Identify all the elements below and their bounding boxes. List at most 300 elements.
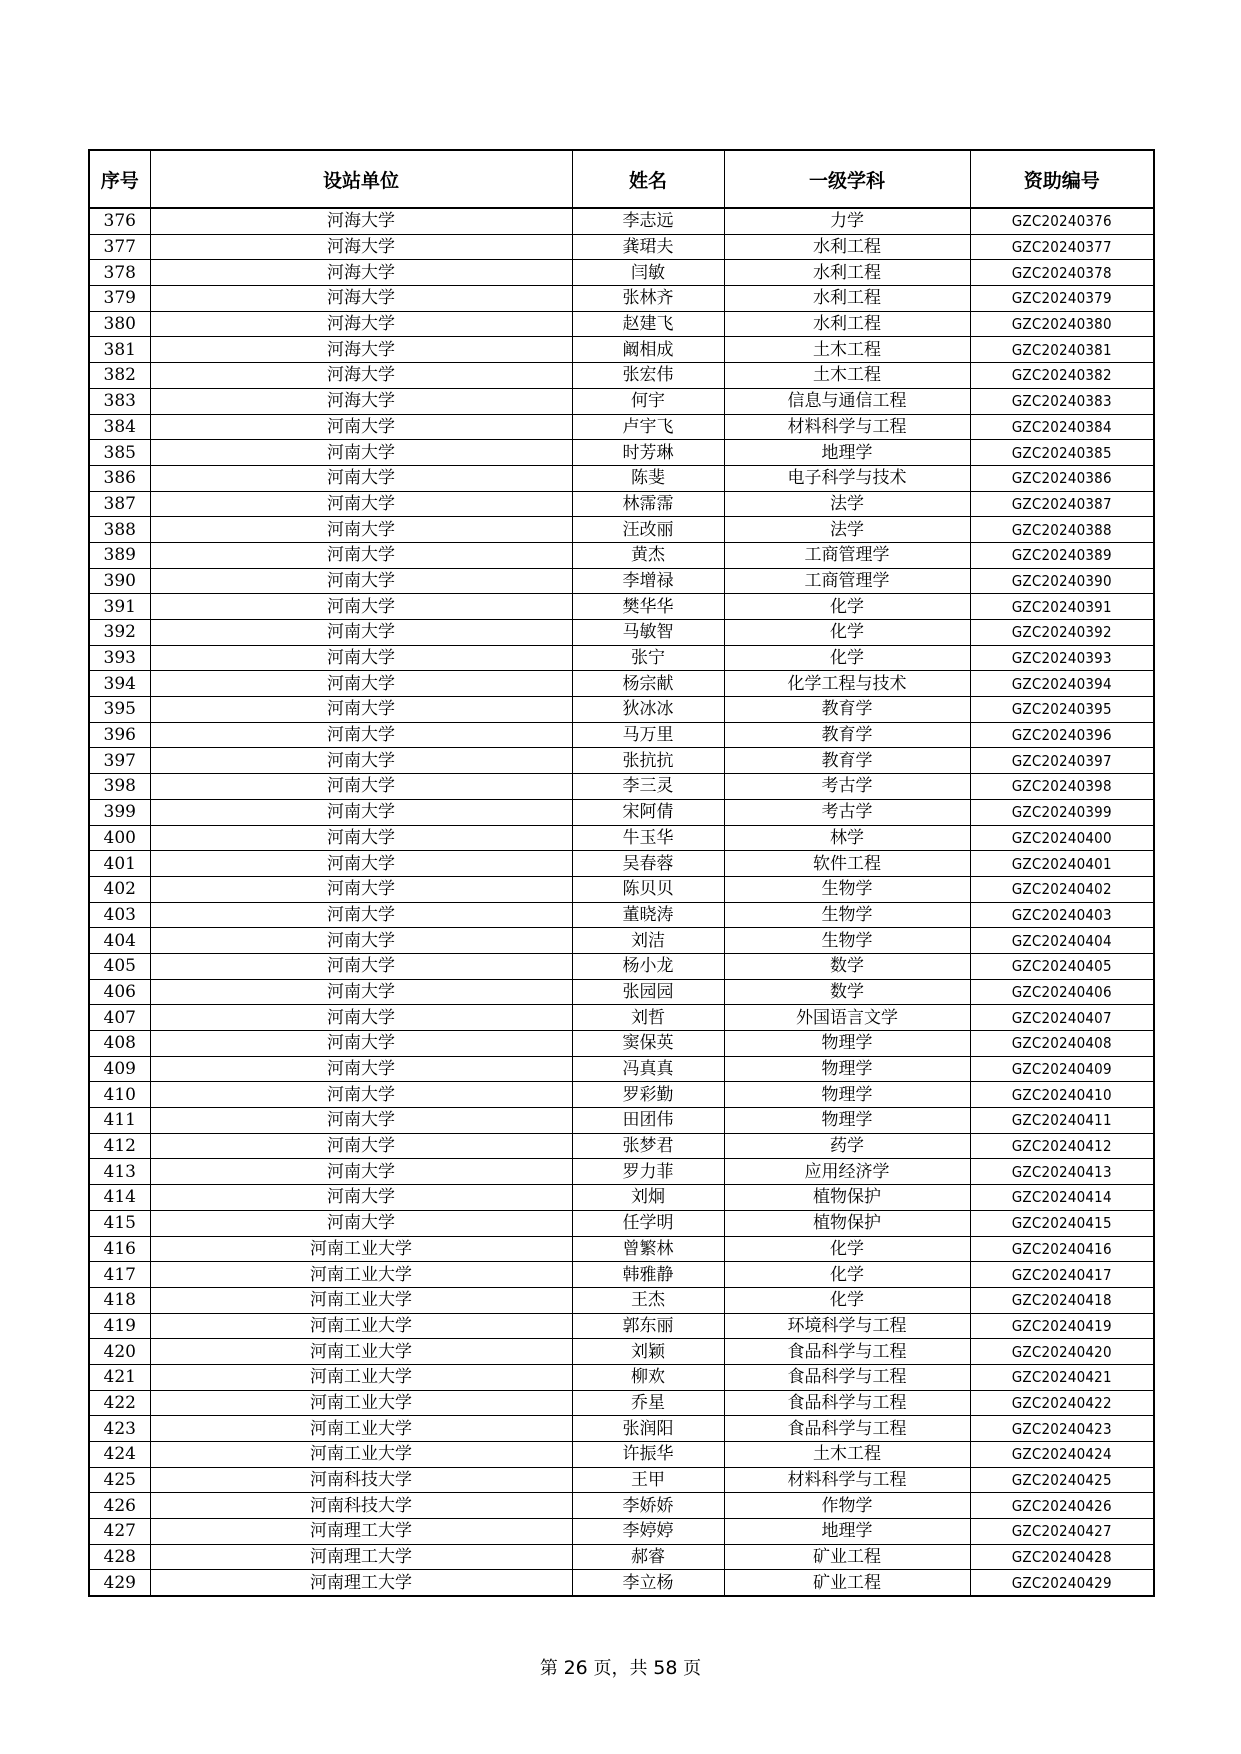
cell-subject: 土木工程 xyxy=(724,363,970,389)
footer-page-number: 26 xyxy=(563,1657,588,1679)
cell-unit: 河南大学 xyxy=(150,1159,572,1185)
table-row xyxy=(89,440,1154,466)
cell-unit: 河南大学 xyxy=(150,876,572,902)
cell-grant-id: GZC20240420 xyxy=(970,1339,1154,1365)
cell-unit: 河南大学 xyxy=(150,928,572,954)
cell-unit: 河南大学 xyxy=(150,414,572,440)
footer-middle: 页，共 xyxy=(593,1658,648,1679)
table-row xyxy=(89,1313,1154,1339)
cell-no: 423 xyxy=(89,1416,150,1442)
table-row xyxy=(89,1442,1154,1468)
table-row xyxy=(89,1390,1154,1416)
header-no: 序号 xyxy=(89,150,150,208)
cell-unit: 河南工业大学 xyxy=(150,1287,572,1313)
cell-no: 409 xyxy=(89,1056,150,1082)
cell-name: 乔星 xyxy=(572,1390,724,1416)
cell-grant-id: GZC20240406 xyxy=(970,979,1154,1005)
cell-unit: 河南工业大学 xyxy=(150,1416,572,1442)
cell-subject: 化学 xyxy=(724,645,970,671)
cell-grant-id: GZC20240399 xyxy=(970,799,1154,825)
cell-unit: 河南大学 xyxy=(150,620,572,646)
cell-subject: 水利工程 xyxy=(724,311,970,337)
cell-no: 424 xyxy=(89,1442,150,1468)
cell-grant-id: GZC20240383 xyxy=(970,388,1154,414)
cell-grant-id: GZC20240426 xyxy=(970,1493,1154,1519)
table-row xyxy=(89,825,1154,851)
cell-no: 413 xyxy=(89,1159,150,1185)
footer-prefix: 第 xyxy=(539,1658,558,1679)
table-row xyxy=(89,286,1154,312)
footer-page-total: 58 xyxy=(653,1657,678,1679)
cell-no: 419 xyxy=(89,1313,150,1339)
cell-grant-id: GZC20240402 xyxy=(970,876,1154,902)
table-row xyxy=(89,1493,1154,1519)
cell-grant-id: GZC20240378 xyxy=(970,260,1154,286)
cell-unit: 河南大学 xyxy=(150,491,572,517)
cell-no: 383 xyxy=(89,388,150,414)
table-row xyxy=(89,568,1154,594)
cell-subject: 生物学 xyxy=(724,902,970,928)
cell-name: 王甲 xyxy=(572,1467,724,1493)
cell-unit: 河南大学 xyxy=(150,1056,572,1082)
cell-unit: 河南工业大学 xyxy=(150,1236,572,1262)
table-row xyxy=(89,1005,1154,1031)
table-row xyxy=(89,1519,1154,1545)
table-row xyxy=(89,979,1154,1005)
cell-name: 张宁 xyxy=(572,645,724,671)
cell-grant-id: GZC20240381 xyxy=(970,337,1154,363)
cell-no: 418 xyxy=(89,1287,150,1313)
table-row xyxy=(89,1287,1154,1313)
cell-grant-id: GZC20240386 xyxy=(970,465,1154,491)
cell-unit: 河海大学 xyxy=(150,208,572,234)
cell-name: 任学明 xyxy=(572,1210,724,1236)
cell-subject: 工商管理学 xyxy=(724,542,970,568)
cell-name: 李婷婷 xyxy=(572,1519,724,1545)
cell-name: 林霈霈 xyxy=(572,491,724,517)
table-row xyxy=(89,1159,1154,1185)
cell-unit: 河南大学 xyxy=(150,1133,572,1159)
cell-name: 窦保英 xyxy=(572,1031,724,1057)
cell-unit: 河南大学 xyxy=(150,979,572,1005)
cell-subject: 化学 xyxy=(724,1236,970,1262)
cell-no: 420 xyxy=(89,1339,150,1365)
cell-subject: 土木工程 xyxy=(724,1442,970,1468)
cell-no: 391 xyxy=(89,594,150,620)
cell-no: 410 xyxy=(89,1082,150,1108)
cell-grant-id: GZC20240396 xyxy=(970,722,1154,748)
cell-no: 397 xyxy=(89,748,150,774)
cell-subject: 软件工程 xyxy=(724,851,970,877)
cell-grant-id: GZC20240414 xyxy=(970,1185,1154,1211)
table-row xyxy=(89,234,1154,260)
table-row xyxy=(89,1133,1154,1159)
table-row xyxy=(89,388,1154,414)
cell-name: 马万里 xyxy=(572,722,724,748)
cell-subject: 考古学 xyxy=(724,774,970,800)
cell-unit: 河南工业大学 xyxy=(150,1442,572,1468)
cell-name: 马敏智 xyxy=(572,620,724,646)
cell-no: 421 xyxy=(89,1364,150,1390)
table-body xyxy=(89,208,1154,1596)
table-row xyxy=(89,1236,1154,1262)
cell-no: 389 xyxy=(89,542,150,568)
cell-unit: 河南大学 xyxy=(150,1005,572,1031)
cell-unit: 河南大学 xyxy=(150,440,572,466)
cell-name: 阚相成 xyxy=(572,337,724,363)
cell-unit: 河南理工大学 xyxy=(150,1519,572,1545)
table-row xyxy=(89,799,1154,825)
cell-name: 冯真真 xyxy=(572,1056,724,1082)
cell-grant-id: GZC20240417 xyxy=(970,1262,1154,1288)
cell-subject: 矿业工程 xyxy=(724,1570,970,1596)
cell-subject: 土木工程 xyxy=(724,337,970,363)
cell-no: 411 xyxy=(89,1108,150,1134)
table-row xyxy=(89,774,1154,800)
cell-no: 416 xyxy=(89,1236,150,1262)
cell-no: 429 xyxy=(89,1570,150,1596)
table-row xyxy=(89,1082,1154,1108)
cell-grant-id: GZC20240421 xyxy=(970,1364,1154,1390)
cell-subject: 化学工程与技术 xyxy=(724,671,970,697)
cell-grant-id: GZC20240408 xyxy=(970,1031,1154,1057)
cell-grant-id: GZC20240391 xyxy=(970,594,1154,620)
cell-subject: 数学 xyxy=(724,979,970,1005)
header-grant-id: 资助编号 xyxy=(970,150,1154,208)
cell-grant-id: GZC20240384 xyxy=(970,414,1154,440)
cell-name: 郭东丽 xyxy=(572,1313,724,1339)
cell-unit: 河南大学 xyxy=(150,799,572,825)
cell-name: 时芳琳 xyxy=(572,440,724,466)
cell-no: 395 xyxy=(89,697,150,723)
cell-subject: 水利工程 xyxy=(724,234,970,260)
table-row xyxy=(89,465,1154,491)
cell-no: 386 xyxy=(89,465,150,491)
cell-name: 李三灵 xyxy=(572,774,724,800)
cell-subject: 物理学 xyxy=(724,1056,970,1082)
cell-name: 陈斐 xyxy=(572,465,724,491)
cell-no: 376 xyxy=(89,208,150,234)
cell-no: 390 xyxy=(89,568,150,594)
cell-no: 405 xyxy=(89,953,150,979)
cell-grant-id: GZC20240389 xyxy=(970,542,1154,568)
table-row xyxy=(89,491,1154,517)
cell-no: 400 xyxy=(89,825,150,851)
cell-unit: 河南大学 xyxy=(150,568,572,594)
cell-unit: 河南大学 xyxy=(150,1082,572,1108)
cell-unit: 河南大学 xyxy=(150,825,572,851)
cell-grant-id: GZC20240400 xyxy=(970,825,1154,851)
cell-grant-id: GZC20240388 xyxy=(970,517,1154,543)
cell-no: 422 xyxy=(89,1390,150,1416)
cell-no: 377 xyxy=(89,234,150,260)
cell-subject: 环境科学与工程 xyxy=(724,1313,970,1339)
table-row xyxy=(89,928,1154,954)
cell-no: 388 xyxy=(89,517,150,543)
cell-unit: 河南大学 xyxy=(150,1185,572,1211)
cell-subject: 化学 xyxy=(724,620,970,646)
cell-subject: 物理学 xyxy=(724,1108,970,1134)
cell-name: 赵建飞 xyxy=(572,311,724,337)
cell-unit: 河南科技大学 xyxy=(150,1493,572,1519)
cell-unit: 河南大学 xyxy=(150,1108,572,1134)
table-row xyxy=(89,542,1154,568)
cell-subject: 植物保护 xyxy=(724,1185,970,1211)
cell-name: 卢宇飞 xyxy=(572,414,724,440)
cell-grant-id: GZC20240390 xyxy=(970,568,1154,594)
cell-name: 张润阳 xyxy=(572,1416,724,1442)
cell-no: 399 xyxy=(89,799,150,825)
table-row xyxy=(89,671,1154,697)
cell-subject: 药学 xyxy=(724,1133,970,1159)
cell-unit: 河南工业大学 xyxy=(150,1262,572,1288)
cell-unit: 河南大学 xyxy=(150,594,572,620)
cell-subject: 电子科学与技术 xyxy=(724,465,970,491)
header-unit: 设站单位 xyxy=(150,150,572,208)
cell-unit: 河南工业大学 xyxy=(150,1390,572,1416)
table-row xyxy=(89,1339,1154,1365)
table-row xyxy=(89,1570,1154,1596)
cell-unit: 河海大学 xyxy=(150,337,572,363)
cell-name: 杨小龙 xyxy=(572,953,724,979)
cell-no: 428 xyxy=(89,1544,150,1570)
cell-grant-id: GZC20240422 xyxy=(970,1390,1154,1416)
cell-no: 401 xyxy=(89,851,150,877)
cell-no: 393 xyxy=(89,645,150,671)
cell-no: 406 xyxy=(89,979,150,1005)
cell-subject: 教育学 xyxy=(724,697,970,723)
cell-name: 罗力菲 xyxy=(572,1159,724,1185)
cell-subject: 力学 xyxy=(724,208,970,234)
cell-grant-id: GZC20240427 xyxy=(970,1519,1154,1545)
cell-grant-id: GZC20240379 xyxy=(970,286,1154,312)
cell-grant-id: GZC20240429 xyxy=(970,1570,1154,1596)
cell-subject: 信息与通信工程 xyxy=(724,388,970,414)
cell-no: 394 xyxy=(89,671,150,697)
cell-subject: 作物学 xyxy=(724,1493,970,1519)
cell-grant-id: GZC20240423 xyxy=(970,1416,1154,1442)
table-row xyxy=(89,645,1154,671)
cell-name: 牛玉华 xyxy=(572,825,724,851)
cell-unit: 河海大学 xyxy=(150,363,572,389)
cell-no: 384 xyxy=(89,414,150,440)
cell-subject: 食品科学与工程 xyxy=(724,1390,970,1416)
cell-name: 罗彩勤 xyxy=(572,1082,724,1108)
cell-name: 郝睿 xyxy=(572,1544,724,1570)
cell-no: 403 xyxy=(89,902,150,928)
table-row xyxy=(89,208,1154,234)
cell-name: 柳欢 xyxy=(572,1364,724,1390)
cell-unit: 河南大学 xyxy=(150,645,572,671)
cell-subject: 材料科学与工程 xyxy=(724,414,970,440)
cell-name: 董晓涛 xyxy=(572,902,724,928)
cell-grant-id: GZC20240412 xyxy=(970,1133,1154,1159)
page-footer xyxy=(0,1654,1241,1680)
table-row xyxy=(89,1056,1154,1082)
cell-grant-id: GZC20240415 xyxy=(970,1210,1154,1236)
cell-unit: 河南工业大学 xyxy=(150,1364,572,1390)
header-row xyxy=(89,150,1154,208)
header-name: 姓名 xyxy=(572,150,724,208)
cell-no: 404 xyxy=(89,928,150,954)
cell-subject: 应用经济学 xyxy=(724,1159,970,1185)
cell-name: 田团伟 xyxy=(572,1108,724,1134)
cell-no: 427 xyxy=(89,1519,150,1545)
cell-grant-id: GZC20240392 xyxy=(970,620,1154,646)
cell-subject: 材料科学与工程 xyxy=(724,1467,970,1493)
cell-no: 385 xyxy=(89,440,150,466)
cell-grant-id: GZC20240397 xyxy=(970,748,1154,774)
cell-grant-id: GZC20240401 xyxy=(970,851,1154,877)
cell-name: 李立杨 xyxy=(572,1570,724,1596)
cell-grant-id: GZC20240382 xyxy=(970,363,1154,389)
cell-grant-id: GZC20240404 xyxy=(970,928,1154,954)
cell-unit: 河南大学 xyxy=(150,517,572,543)
cell-subject: 化学 xyxy=(724,594,970,620)
cell-unit: 河南大学 xyxy=(150,697,572,723)
cell-grant-id: GZC20240413 xyxy=(970,1159,1154,1185)
table-row xyxy=(89,1416,1154,1442)
table-row xyxy=(89,851,1154,877)
cell-grant-id: GZC20240398 xyxy=(970,774,1154,800)
cell-grant-id: GZC20240385 xyxy=(970,440,1154,466)
cell-name: 曾繁林 xyxy=(572,1236,724,1262)
cell-subject: 法学 xyxy=(724,517,970,543)
cell-name: 李志远 xyxy=(572,208,724,234)
header-subject: 一级学科 xyxy=(724,150,970,208)
cell-subject: 外国语言文学 xyxy=(724,1005,970,1031)
table-row xyxy=(89,620,1154,646)
cell-grant-id: GZC20240393 xyxy=(970,645,1154,671)
cell-grant-id: GZC20240395 xyxy=(970,697,1154,723)
cell-subject: 食品科学与工程 xyxy=(724,1339,970,1365)
cell-no: 426 xyxy=(89,1493,150,1519)
table-row xyxy=(89,876,1154,902)
table-row xyxy=(89,517,1154,543)
cell-subject: 物理学 xyxy=(724,1031,970,1057)
table-row xyxy=(89,1210,1154,1236)
cell-grant-id: GZC20240416 xyxy=(970,1236,1154,1262)
cell-grant-id: GZC20240409 xyxy=(970,1056,1154,1082)
cell-grant-id: GZC20240403 xyxy=(970,902,1154,928)
cell-name: 李娇娇 xyxy=(572,1493,724,1519)
cell-name: 何宇 xyxy=(572,388,724,414)
cell-grant-id: GZC20240418 xyxy=(970,1287,1154,1313)
footer-suffix: 页 xyxy=(683,1658,702,1679)
cell-name: 刘哲 xyxy=(572,1005,724,1031)
table-row xyxy=(89,1031,1154,1057)
cell-no: 417 xyxy=(89,1262,150,1288)
cell-subject: 化学 xyxy=(724,1262,970,1288)
cell-unit: 河南工业大学 xyxy=(150,1313,572,1339)
cell-name: 刘洁 xyxy=(572,928,724,954)
cell-unit: 河南大学 xyxy=(150,671,572,697)
table-row xyxy=(89,1185,1154,1211)
cell-no: 408 xyxy=(89,1031,150,1057)
cell-subject: 数学 xyxy=(724,953,970,979)
cell-subject: 化学 xyxy=(724,1287,970,1313)
cell-name: 陈贝贝 xyxy=(572,876,724,902)
cell-no: 398 xyxy=(89,774,150,800)
cell-unit: 河南大学 xyxy=(150,1210,572,1236)
table-row xyxy=(89,953,1154,979)
cell-no: 380 xyxy=(89,311,150,337)
cell-name: 张抗抗 xyxy=(572,748,724,774)
table-header xyxy=(89,150,1154,208)
cell-unit: 河南大学 xyxy=(150,542,572,568)
cell-unit: 河南大学 xyxy=(150,851,572,877)
cell-unit: 河南大学 xyxy=(150,465,572,491)
table-row xyxy=(89,260,1154,286)
cell-name: 张宏伟 xyxy=(572,363,724,389)
cell-name: 闫敏 xyxy=(572,260,724,286)
cell-name: 张梦君 xyxy=(572,1133,724,1159)
table-row xyxy=(89,594,1154,620)
table-row xyxy=(89,1544,1154,1570)
cell-unit: 河海大学 xyxy=(150,234,572,260)
cell-name: 龚珺夫 xyxy=(572,234,724,260)
table-row xyxy=(89,1262,1154,1288)
cell-subject: 水利工程 xyxy=(724,260,970,286)
table-row xyxy=(89,363,1154,389)
cell-unit: 河海大学 xyxy=(150,286,572,312)
cell-grant-id: GZC20240380 xyxy=(970,311,1154,337)
table-row xyxy=(89,722,1154,748)
cell-name: 刘炯 xyxy=(572,1185,724,1211)
cell-subject: 水利工程 xyxy=(724,286,970,312)
cell-name: 李增禄 xyxy=(572,568,724,594)
cell-unit: 河南大学 xyxy=(150,748,572,774)
cell-grant-id: GZC20240419 xyxy=(970,1313,1154,1339)
table-row xyxy=(89,414,1154,440)
cell-grant-id: GZC20240411 xyxy=(970,1108,1154,1134)
cell-grant-id: GZC20240394 xyxy=(970,671,1154,697)
cell-grant-id: GZC20240425 xyxy=(970,1467,1154,1493)
table-row xyxy=(89,1108,1154,1134)
cell-grant-id: GZC20240377 xyxy=(970,234,1154,260)
cell-unit: 河南大学 xyxy=(150,902,572,928)
cell-grant-id: GZC20240407 xyxy=(970,1005,1154,1031)
cell-subject: 教育学 xyxy=(724,748,970,774)
cell-subject: 植物保护 xyxy=(724,1210,970,1236)
cell-unit: 河南大学 xyxy=(150,722,572,748)
cell-subject: 教育学 xyxy=(724,722,970,748)
cell-no: 414 xyxy=(89,1185,150,1211)
cell-grant-id: GZC20240428 xyxy=(970,1544,1154,1570)
cell-grant-id: GZC20240410 xyxy=(970,1082,1154,1108)
cell-subject: 矿业工程 xyxy=(724,1544,970,1570)
table-row xyxy=(89,1467,1154,1493)
cell-name: 杨宗献 xyxy=(572,671,724,697)
roster-table xyxy=(88,149,1155,1597)
cell-unit: 河南科技大学 xyxy=(150,1467,572,1493)
cell-name: 张林齐 xyxy=(572,286,724,312)
cell-subject: 生物学 xyxy=(724,876,970,902)
cell-no: 402 xyxy=(89,876,150,902)
cell-subject: 考古学 xyxy=(724,799,970,825)
cell-unit: 河海大学 xyxy=(150,388,572,414)
cell-subject: 林学 xyxy=(724,825,970,851)
cell-subject: 工商管理学 xyxy=(724,568,970,594)
cell-no: 379 xyxy=(89,286,150,312)
cell-subject: 生物学 xyxy=(724,928,970,954)
cell-no: 412 xyxy=(89,1133,150,1159)
cell-subject: 食品科学与工程 xyxy=(724,1416,970,1442)
cell-subject: 法学 xyxy=(724,491,970,517)
cell-unit: 河南大学 xyxy=(150,774,572,800)
cell-unit: 河海大学 xyxy=(150,260,572,286)
cell-no: 387 xyxy=(89,491,150,517)
